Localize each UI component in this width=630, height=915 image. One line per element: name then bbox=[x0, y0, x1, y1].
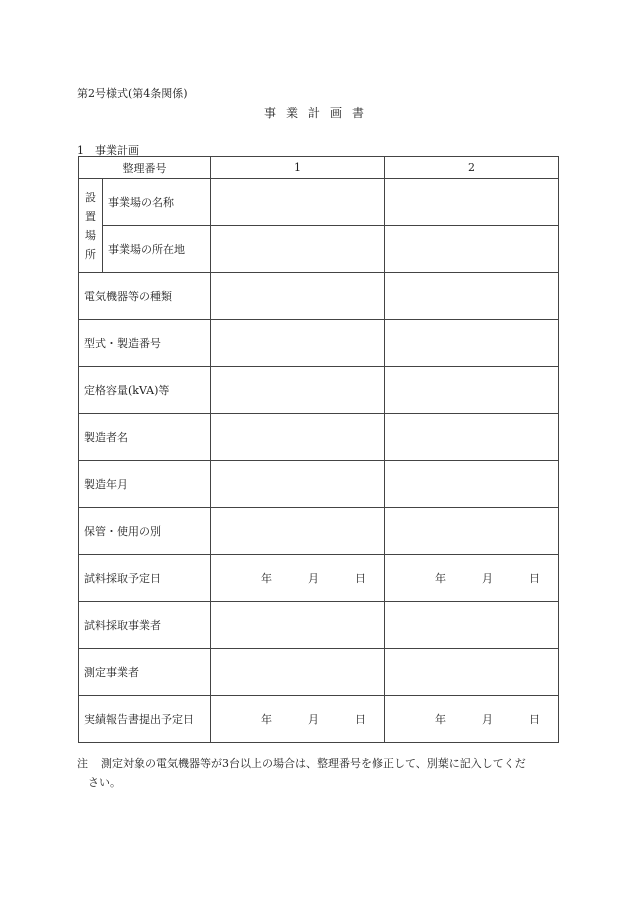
location-group-label bbox=[79, 179, 103, 273]
location-group-text bbox=[79, 188, 102, 264]
section-title: 1 事業計画 bbox=[77, 144, 139, 157]
date-unit-month: 月 bbox=[308, 713, 319, 726]
cell-2[interactable] bbox=[385, 226, 559, 273]
date-unit-day: 日 bbox=[529, 713, 540, 726]
table-row bbox=[79, 367, 559, 414]
form-number-label: 第2号様式(第4条関係) bbox=[77, 87, 188, 100]
date-unit-year: 年 bbox=[261, 572, 272, 585]
cell-2[interactable] bbox=[385, 602, 559, 649]
cell-2[interactable] bbox=[385, 179, 559, 226]
row-label: 保管・使用の別 bbox=[79, 508, 211, 555]
cell-1[interactable] bbox=[211, 414, 385, 461]
cell-2[interactable] bbox=[385, 273, 559, 320]
row-label: 測定事業者 bbox=[79, 649, 211, 696]
cell-1[interactable] bbox=[211, 461, 385, 508]
table-row bbox=[79, 179, 559, 226]
table-header-row bbox=[79, 157, 559, 179]
cell-2[interactable] bbox=[385, 461, 559, 508]
row-label: 型式・製造番号 bbox=[79, 320, 211, 367]
row-label: 事業場の名称 bbox=[103, 179, 211, 226]
note-text: 測定対象の電気機器等が3台以上の場合は、整理番号を修正して、別葉に記入してくだ bbox=[101, 757, 526, 770]
footnote bbox=[77, 754, 562, 792]
cell-1[interactable] bbox=[211, 320, 385, 367]
table-row bbox=[79, 226, 559, 273]
table-row bbox=[79, 414, 559, 461]
table-row bbox=[79, 555, 559, 602]
cell-1[interactable] bbox=[211, 367, 385, 414]
row-label: 電気機器等の種類 bbox=[79, 273, 211, 320]
date-unit-day: 日 bbox=[529, 572, 540, 585]
cell-1[interactable] bbox=[211, 179, 385, 226]
cell-1[interactable] bbox=[211, 649, 385, 696]
row-label: 試料採取事業者 bbox=[79, 602, 211, 649]
table-row bbox=[79, 508, 559, 555]
location-group-char: 置 bbox=[85, 209, 96, 223]
location-group-char: 所 bbox=[85, 247, 96, 261]
date-fields bbox=[385, 570, 558, 586]
cell-2[interactable] bbox=[385, 320, 559, 367]
table-row bbox=[79, 273, 559, 320]
date-fields bbox=[385, 711, 558, 727]
cell-2[interactable] bbox=[385, 414, 559, 461]
cell-1[interactable] bbox=[211, 696, 385, 743]
cell-2[interactable] bbox=[385, 649, 559, 696]
cell-1[interactable] bbox=[211, 602, 385, 649]
cell-1[interactable] bbox=[211, 226, 385, 273]
header-col-2: 2 bbox=[385, 157, 559, 179]
date-unit-year: 年 bbox=[261, 713, 272, 726]
cell-1[interactable] bbox=[211, 555, 385, 602]
cell-2[interactable] bbox=[385, 367, 559, 414]
document-title: 事業計画書 bbox=[264, 106, 375, 120]
location-group-char: 設 bbox=[85, 190, 96, 204]
date-unit-month: 月 bbox=[482, 572, 493, 585]
table-row bbox=[79, 461, 559, 508]
date-unit-year: 年 bbox=[435, 572, 446, 585]
date-fields bbox=[211, 570, 384, 586]
row-label: 製造年月 bbox=[79, 461, 211, 508]
cell-2[interactable] bbox=[385, 508, 559, 555]
table-row bbox=[79, 320, 559, 367]
table-row bbox=[79, 649, 559, 696]
row-label: 実績報告書提出予定日 bbox=[79, 696, 211, 743]
row-label: 製造者名 bbox=[79, 414, 211, 461]
date-unit-day: 日 bbox=[355, 713, 366, 726]
cell-2[interactable] bbox=[385, 555, 559, 602]
cell-1[interactable] bbox=[211, 273, 385, 320]
cell-1[interactable] bbox=[211, 508, 385, 555]
date-unit-year: 年 bbox=[435, 713, 446, 726]
table-row bbox=[79, 696, 559, 743]
date-fields bbox=[211, 711, 384, 727]
location-group-char: 場 bbox=[85, 228, 96, 242]
table-row bbox=[79, 602, 559, 649]
row-label: 定格容量(kVA)等 bbox=[79, 367, 211, 414]
note-continuation: さい。 bbox=[88, 776, 121, 789]
note-mark: 注 bbox=[77, 757, 88, 770]
header-col-1: 1 bbox=[211, 157, 385, 179]
cell-2[interactable] bbox=[385, 696, 559, 743]
business-plan-table bbox=[78, 156, 559, 743]
row-label: 試料採取予定日 bbox=[79, 555, 211, 602]
row-label: 事業場の所在地 bbox=[103, 226, 211, 273]
date-unit-month: 月 bbox=[482, 713, 493, 726]
header-label: 整理番号 bbox=[79, 157, 211, 179]
date-unit-month: 月 bbox=[308, 572, 319, 585]
date-unit-day: 日 bbox=[355, 572, 366, 585]
